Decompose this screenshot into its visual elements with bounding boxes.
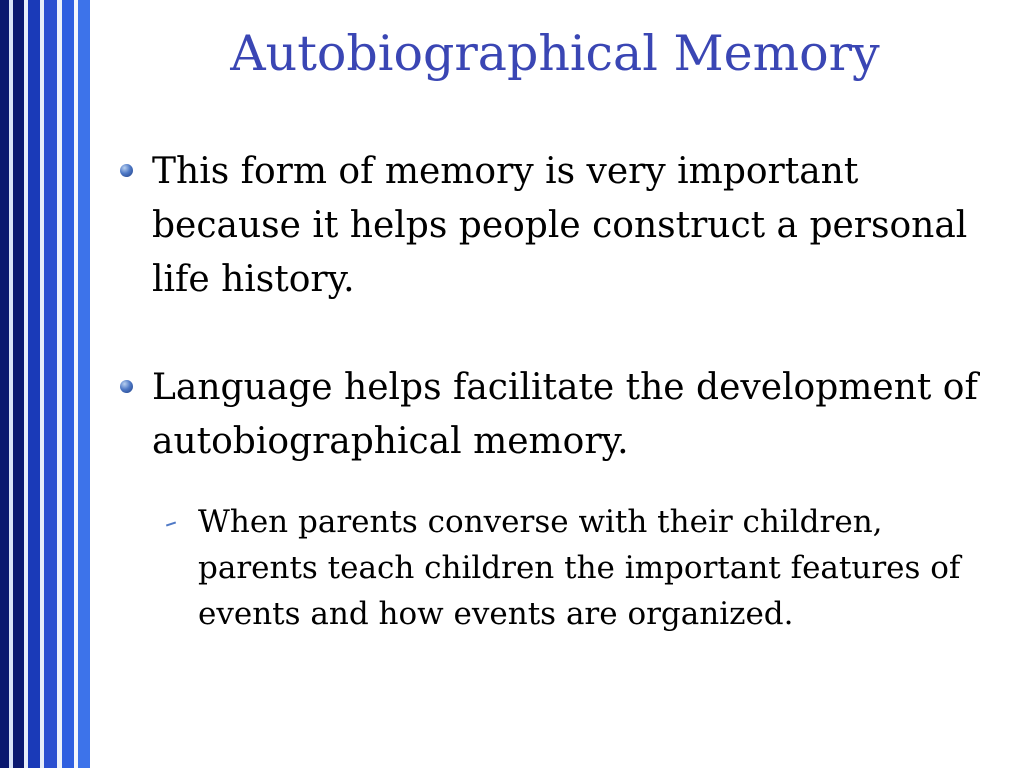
decorative-stripes xyxy=(0,0,92,768)
bullet-text: Language helps facilitate the development of autobiographical memory. xyxy=(152,367,978,462)
stripe xyxy=(13,0,24,768)
bullet-item xyxy=(118,145,998,307)
bullet-list xyxy=(118,145,998,637)
bullet-text: This form of memory is very important because it helps people construct a personal life history. xyxy=(152,151,968,300)
sub-bullet-text: When parents converse with their children, parents teach children the important features of events and how events are organized. xyxy=(198,504,961,632)
sub-bullet-item xyxy=(164,499,998,637)
stripe xyxy=(28,0,40,768)
dash-icon xyxy=(166,522,176,527)
stripe xyxy=(62,0,74,768)
stripe xyxy=(44,0,57,768)
slide-title: Autobiographical Memory xyxy=(230,25,880,82)
bullet-icon xyxy=(120,380,133,393)
bullet-item xyxy=(118,361,998,469)
stripe xyxy=(0,0,9,768)
stripe xyxy=(78,0,90,768)
bullet-icon xyxy=(120,164,133,177)
